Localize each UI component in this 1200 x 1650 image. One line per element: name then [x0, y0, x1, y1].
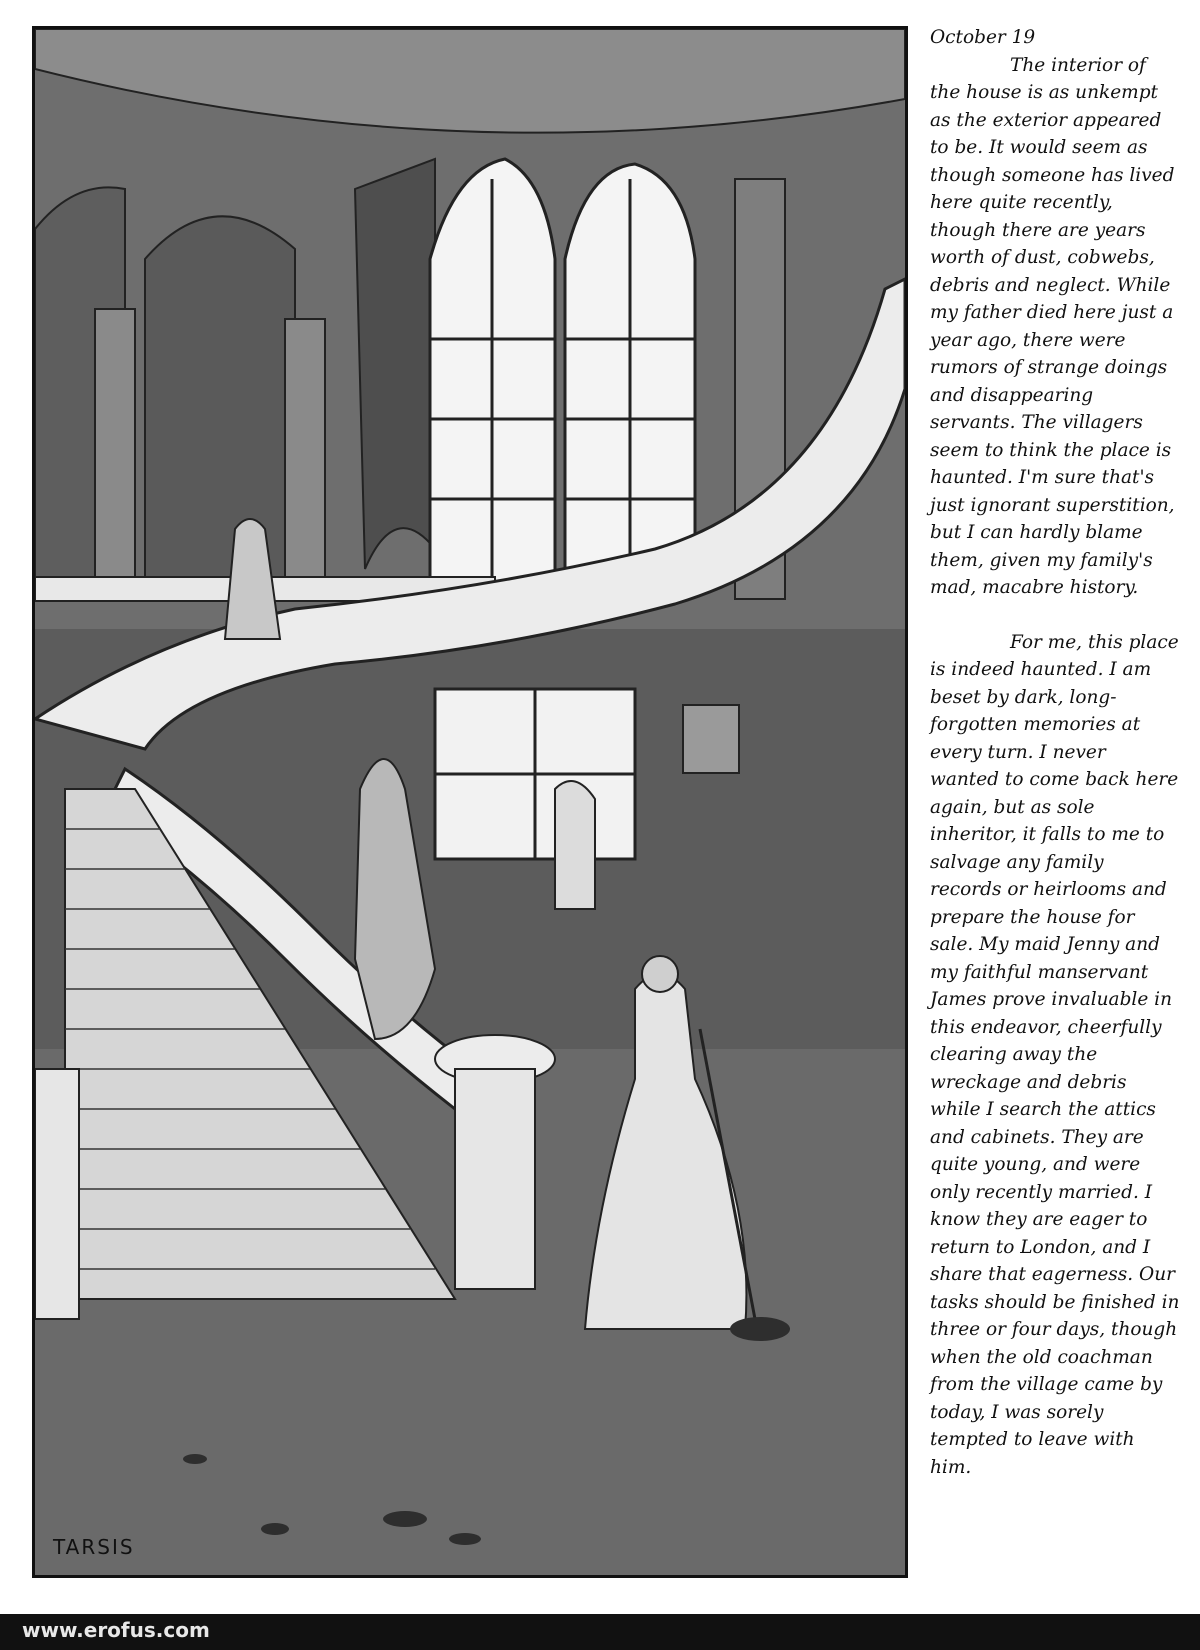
artist-signature: TARSIS: [53, 1535, 135, 1559]
staircase-illustration: [32, 26, 908, 1578]
column-left: [95, 309, 135, 599]
newel-post-left: [35, 1069, 79, 1319]
footer-bar: [0, 1614, 1200, 1650]
journal-entry: [930, 24, 1180, 1481]
illustration-drawing: [35, 29, 905, 1575]
manservant-figure: [555, 781, 595, 909]
journal-paragraph-2: For me, this place is indeed haunted. I am beset by dark, long-forgotten memories at every turn. I never wanted to come back here again, but as sole inheritor, it falls to me to salvage any family records or heirlooms and prepare the house for sale. My maid Jenny and my faithful manservant James prove invaluable in this endeavor, cheerfully clearing away the wreckage and debris while I search the attics and cabinets. They are quite young, and were only recently married. I know they are eager to return to London, and I share that eagerness. Our tasks should be finished in three or four days, though when the old coachman from the village came by today, I was sorely tempted to leave with him.: [930, 631, 1180, 1478]
site-watermark: www.erofus.com: [22, 1618, 210, 1642]
arch-middle: [145, 216, 295, 589]
journal-paragraph-1: The interior of the house is as unkempt as the exterior appeared to be. It would seem as though someone has lived here quite recently, though there are years worth of dust, cobwebs, debris and neglect. While my father died here just a year ago, there were rumors of strange doings and disappearing servants. The villagers seem to think the place is haunted. I'm sure that's just ignorant superstition, but I can hardly blame them, given my family's mad, macabre history.: [930, 54, 1175, 598]
curtain: [355, 159, 435, 569]
newel-post-right: [455, 1069, 535, 1289]
journal-date: October 19: [930, 27, 1036, 48]
portrait-frame: [683, 705, 739, 773]
column-right: [285, 319, 325, 599]
